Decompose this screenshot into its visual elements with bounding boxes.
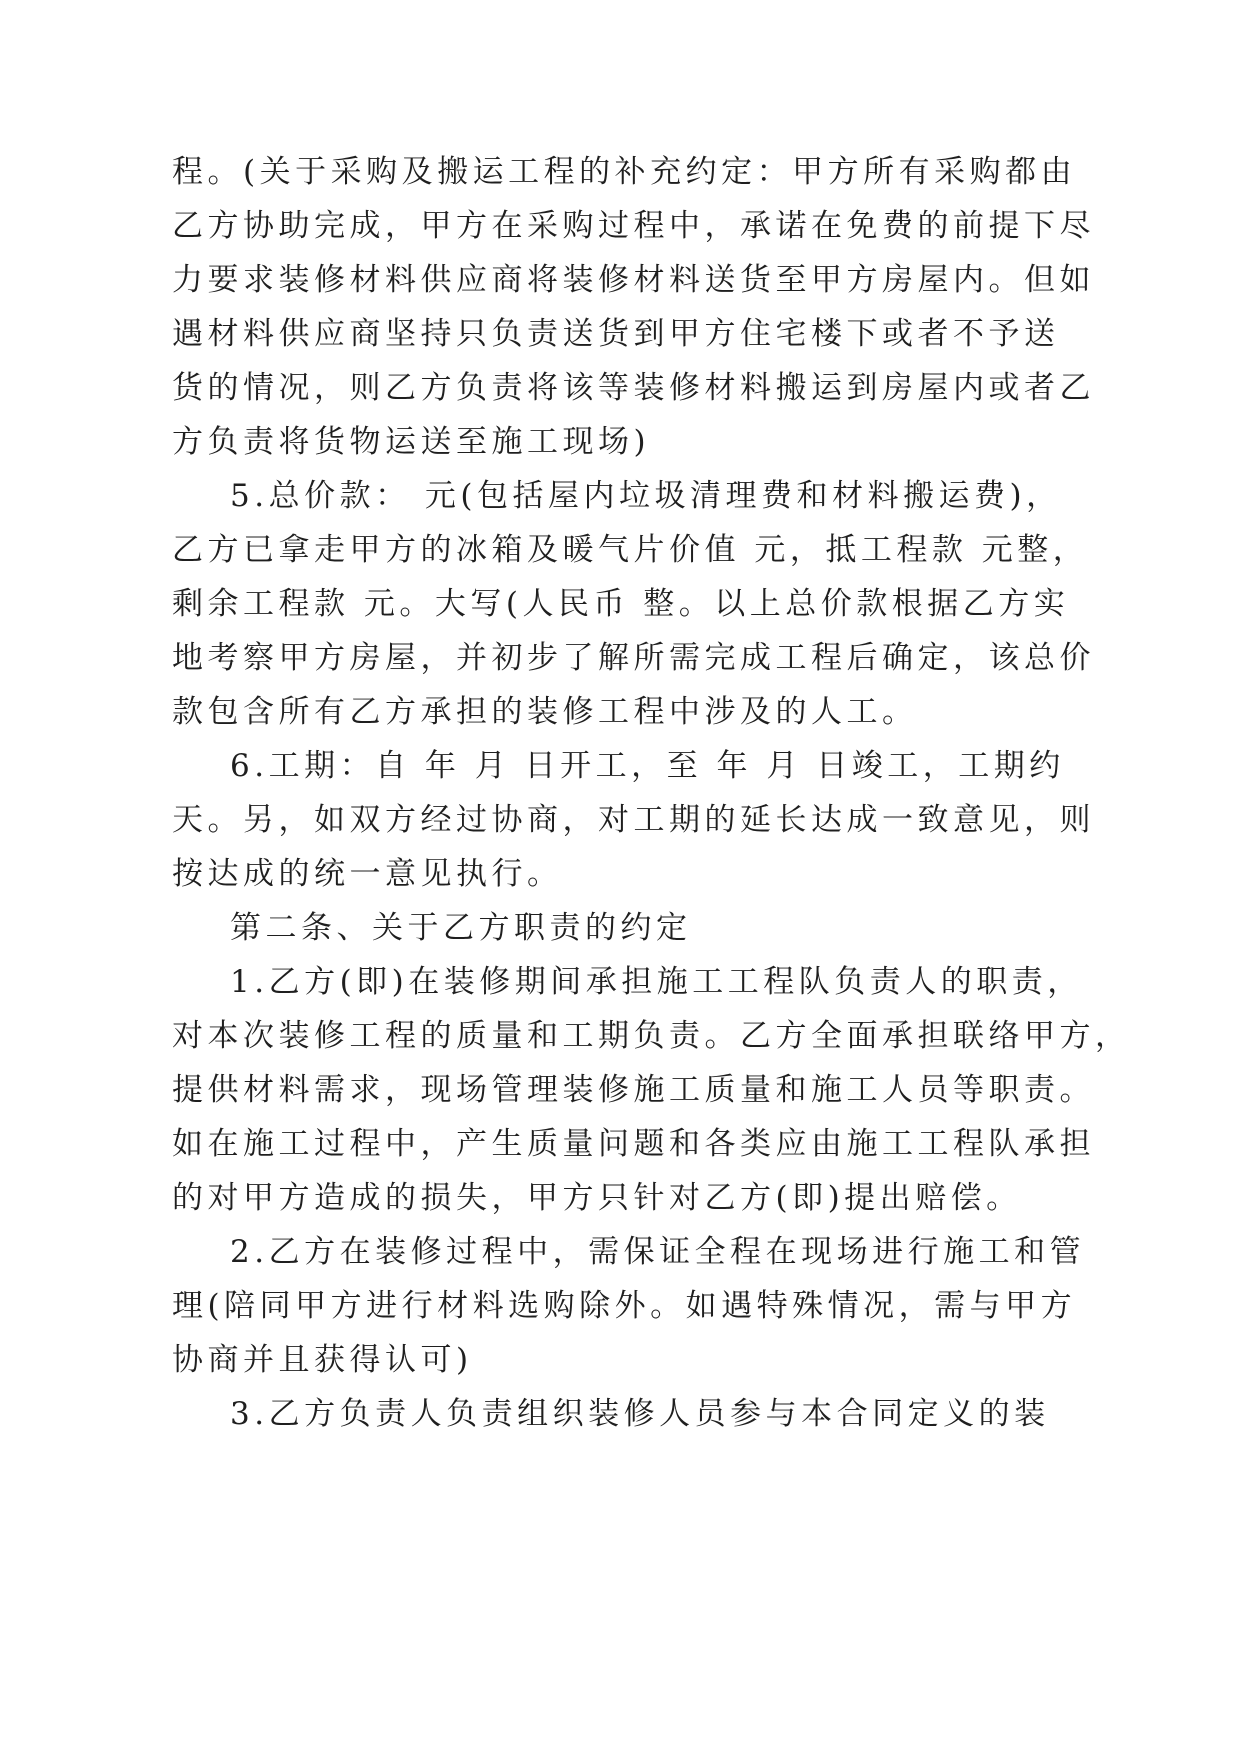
text-line: 理(陪同甲方进行材料选购除外。如遇特殊情况，需与甲方 <box>172 1288 1077 1324</box>
paragraph-schedule: 6.工期：自 年 月 日开工，至 年 月 日竣工，工期约 <box>230 748 1065 784</box>
paragraph-item-3: 3.乙方负责人负责组织装修人员参与本合同定义的装 <box>230 1396 1050 1432</box>
section-heading: 第二条、关于乙方职责的约定 <box>230 910 692 946</box>
text-line: 按达成的统一意见执行。 <box>172 856 563 892</box>
text-line: 协商并且获得认可) <box>172 1342 473 1378</box>
text-line: 款包含所有乙方承担的装修工程中涉及的人工。 <box>172 694 918 730</box>
text-line: 如在施工过程中，产生质量问题和各类应由施工工程队承担 <box>172 1126 1095 1162</box>
paragraph-item-1: 1.乙方(即)在装修期间承担施工工程队负责人的职责， <box>230 964 1083 1000</box>
text-line: 遇材料供应商坚持只负责送货到甲方住宅楼下或者不予送 <box>172 316 1060 352</box>
paragraph-total-price: 5.总价款： 元(包括屋内垃圾清理费和材料搬运费)， <box>230 478 1062 514</box>
text-line: 乙方已拿走甲方的冰箱及暖气片价值 元，抵工程款 元整， <box>172 532 1089 568</box>
text-line: 的对甲方造成的损失，甲方只针对乙方(即)提出赔偿。 <box>172 1180 1022 1216</box>
text-line: 程。(关于采购及搬运工程的补充约定：甲方所有采购都由 <box>172 154 1077 190</box>
text-line: 地考察甲方房屋，并初步了解所需完成工程后确定，该总价 <box>172 640 1095 676</box>
text-line: 力要求装修材料供应商将装修材料送货至甲方房屋内。但如 <box>172 262 1095 298</box>
text-line: 剩余工程款 元。大写(人民币 整。以上总价款根据乙方实 <box>172 586 1070 622</box>
text-line: 提供材料需求，现场管理装修施工质量和施工人员等职责。 <box>172 1072 1095 1108</box>
text-line: 天。另，如双方经过协商，对工期的延长达成一致意见，则 <box>172 802 1095 838</box>
text-line: 货的情况，则乙方负责将该等装修材料搬运到房屋内或者乙 <box>172 370 1095 406</box>
paragraph-item-2: 2.乙方在装修过程中，需保证全程在现场进行施工和管 <box>230 1234 1086 1270</box>
text-line: 乙方协助完成，甲方在采购过程中，承诺在免费的前提下尽 <box>172 208 1095 244</box>
text-line: 方负责将货物运送至施工现场) <box>172 424 651 460</box>
text-line: 对本次装修工程的质量和工期负责。乙方全面承担联络甲方， <box>172 1018 1131 1054</box>
